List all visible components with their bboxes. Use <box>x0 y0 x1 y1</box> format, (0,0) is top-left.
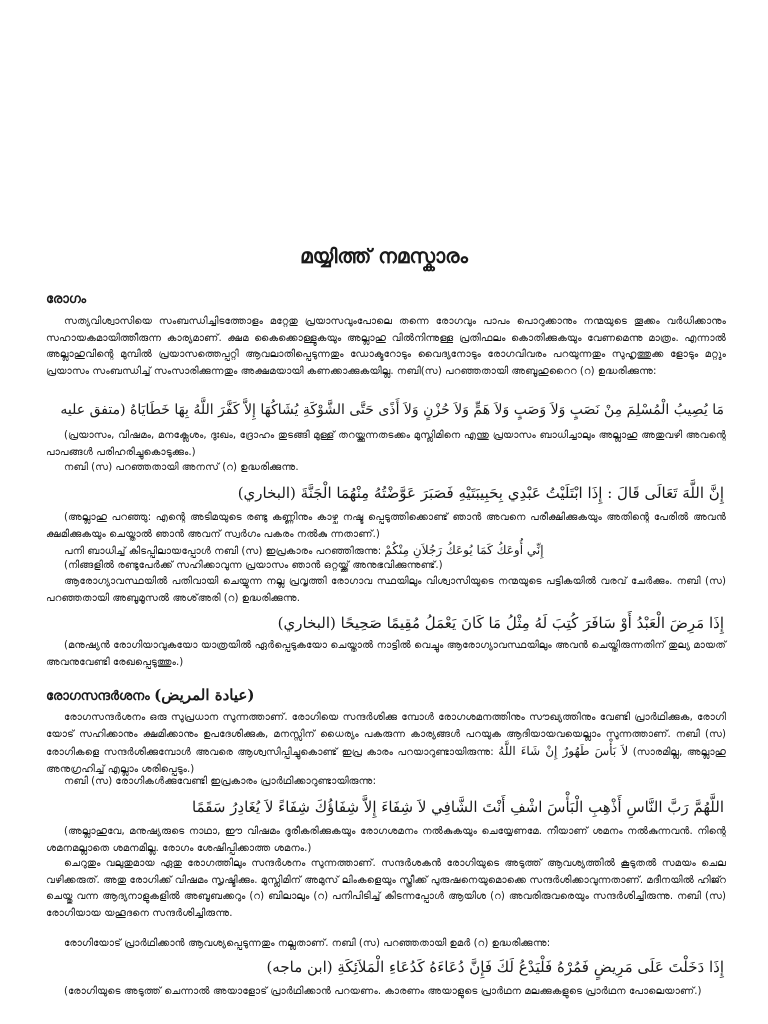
paragraph <box>46 774 726 791</box>
translation-text: (രോഗിയുടെ അടുത്ത് ചെന്നാൽ അയാളോട് പ്രാർഥിക്കാൻ പറയണം. കാരണം അയാളുടെ പ്രാർഥന മലക്കുകളുടെ പ്രാർഥന പോലെയാണ്.) <box>64 986 702 997</box>
paragraph-text: പനി ബാധിച്ച് കിടപ്പിലായപ്പോൾ നബി (സ) ഇപ്രകാരം പറഞ്ഞിരുന്നു: <box>64 546 382 557</box>
paragraph-text: സത്യവിശ്വാസിയെ സംബന്ധിച്ചിടത്തോളം മറ്റേതു പ്രയാസവുംപോലെ തന്നെ രോഗവും പാപം പൊറുക്കാനും നന്മയുടെ തൂക്കം വർധിക്കാനും സഹായകമായിത്തീരുന്ന കാര്യമാണ്. ക്ഷമ കൈക്കൊള്ളുകയും അല്ലാഹു വിൽനിന്നുള്ള പ്രതിഫലം കൊതിക്കുകയും വേണമെന്നു മാത്രം. എന്നാൽ അല്ലാഹുവിന്റെ മുമ്പിൽ പ്രയാസത്തെപ്പറ്റി ആവലാതിപ്പെടുന്നതും ഡോക്ടറോടും വൈദ്യനോടും രോഗവിവരം പറയുന്നതും സുഹൃത്തുക്ക ളോടും മറ്റും പ്രയാസം സംബന്ധിച്ച് സംസാരിക്കുന്നതും അക്ഷമയായി കണക്കാക്കുകയില്ല. നബി(സ) പറഞ്ഞതായി അബൂഹുറൈറ (റ) ഉദ്ധരിക്കുന്നു: <box>46 316 726 377</box>
translation-text: (അല്ലാഹു പറഞ്ഞു: എന്റെ അടിമയുടെ രണ്ടു കണ്ണിനും കാഴ്ച നഷ്ട പ്പെടുത്തിക്കൊണ്ട് ഞാൻ അവനെ പരീക്ഷിക്കുകയും അതിന്റെ പേരിൽ അവൻ ക്ഷമിക്കുകയും ചെയ്താൽ ഞാൻ അവന് സ്വർഗം പകരം നൽകു ന്നതാണ്.) <box>46 512 726 540</box>
translation-text: (പ്രയാസം, വിഷമം, മനക്ലേശം, ദുഃഖം, ദ്രോഹം തുടങ്ങി മുള്ള് തറയ്ക്കുന്നതടക്കം മുസ്ലിമിനെ എന്തു പ്രയാസം ബാധിച്ചാലും അല്ലാഹു അതുവഴി അവന്റെ പാപങ്ങൾ പരിഹരിച്ചുകൊടുക്കും.) <box>46 430 726 458</box>
paragraph-text: നബി (സ) പറഞ്ഞതായി അനസ് (റ) ഉദ്ധരിക്കുന്നു. <box>64 462 299 473</box>
arabic-hadith: إِذَا مَرِضَ الْعَبْدُ أَوْ سَافَرَ كُتِبَ لَهُ مِثْلُ مَا كَانَ يَعْمَلُ مُقِيمًا صَحِيحًا (البخاري) <box>277 614 724 632</box>
paragraph <box>46 460 726 477</box>
arabic-dua: اللَّهُمَّ رَبَّ النَّاسِ أَذْهِبِ الْبَأْسَ اشْفِ أَنْتَ الشَّافِي لاَ شِفَاءَ إِلاَّ شِفَاؤُكَ شِفَاءً لاَ يُغَادِرُ سَقَمًا <box>192 798 724 816</box>
translation-text: (നിങ്ങളിൽ രണ്ടുപേർക്ക് സഹിക്കാവുന്ന പ്രയാസം ഞാൻ ഒറ്റയ്ക്ക് അനുഭവിക്കുന്നുണ്ട്.) <box>64 560 443 571</box>
translation <box>46 824 726 857</box>
section-heading-text: രോഗസന്ദർശനം <box>46 689 150 704</box>
paragraph <box>46 574 726 607</box>
translation-text: (മനുഷ്യൻ രോഗിയാവുകയോ യാത്രയിൽ ഏർപ്പെടുകയോ ചെയ്താൽ നാട്ടിൽ വെച്ചും ആരോഗ്യാവസ്ഥയിലും അവൻ ചെയ്തിരുന്നതിന് തുല്യ മായത് അവനുവേണ്ടി രേഖപ്പെടുത്തും.) <box>46 640 726 668</box>
paragraph-text: ആരോഗ്യാവസ്ഥയിൽ പതിവായി ചെയ്യുന്ന നല്ല പ്രവൃത്തി രോഗാവ സ്ഥയിലും വിശ്വാസിയുടെ നന്മയുടെ പട്ടികയിൽ വരവ് ചേർക്കും. നബി (സ) പറഞ്ഞതായി അബൂമൂസൽ അശ്അരി (റ) ഉദ്ധരിക്കുന്നു. <box>46 576 726 604</box>
section-heading-disease: രോഗം <box>46 292 87 307</box>
arabic-inline: إِنِّي أُوعَكُ كَمَا يُوعَكُ رَجُلاَنِ مِنْكُمْ <box>384 543 544 557</box>
translation <box>46 558 726 575</box>
paragraph-text: നബി (സ) രോഗികൾക്കുവേണ്ടി ഇപ്രകാരം പ്രാർഥിക്കാറുണ്ടായിരുന്നു: <box>64 776 376 787</box>
paragraph-text: രോഗസന്ദർശനം ഒരു സുപ്രധാന സുന്നത്താണ്. രോഗിയെ സന്ദർശിക്കു മ്പോൾ രോഗശമനത്തിനും സൗഖ്യത്തിനും വേണ്ടി പ്രാർഥിക്കുക, രോഗി യോട് സഹിക്കാനും ക്ഷമിക്കാനും ഉപദേശിക്കുക, മനസ്സിന് ധൈര്യം പകരുന്ന കാര്യങ്ങൾ പറയുക ആദിയായവയെല്ലാം സുന്നത്താണ്. നബി (സ) രോഗികളെ സന്ദർശിക്കുമ്പോൾ അവരെ ആശ്വസിപ്പിച്ചുകൊണ്ട് ഇപ്ര കാരം പറയാറുണ്ടായിരുന്നു: <box>46 712 726 759</box>
paragraph <box>46 710 726 778</box>
translation-text: (അല്ലാഹുവേ, മനുഷ്യരുടെ നാഥാ, ഈ വിഷമം ദൂരീകരിക്കുകയും രോഗശമനം നൽകുകയും ചെയ്യേണമേ. നീയാണ് ശമനം നൽകുന്നവൻ. നിന്റെ ശമനമല്ലാതെ ശമനമില്ല. രോഗം ശേഷിപ്പിക്കാത്ത ശമനം.) <box>46 826 726 854</box>
arabic-inline: لاَ بَأْسَ طَهُورٌ إِنْ شَاءَ اللَّهُ <box>498 744 629 759</box>
paragraph <box>46 936 726 953</box>
translation <box>46 638 726 671</box>
translation <box>46 428 726 461</box>
arabic-hadith: إِنَّ اللَّهَ تَعَالَى قَالَ : إِذَا ابْتَلَيْتُ عَبْدِي بِحَبِيبَتَيْهِ فَصَبَرَ عَوَّضْتُهُ مِنْهُمَا الْجَنَّةَ (البخاري) <box>237 484 724 502</box>
paragraph <box>46 856 726 922</box>
paragraph-text: രോഗിയോട് പ്രാർഥിക്കാൻ ആവശ്യപ്പെടുന്നതും നല്ലതാണ്. നബി (സ) പറഞ്ഞതായി ഉമർ (റ) ഉദ്ധരിക്കുന്നു: <box>64 938 551 949</box>
page-title: മയ്യിത്ത് നമസ്കാരം <box>300 244 468 268</box>
section-heading-arabic: (عيادة المريض) <box>154 686 255 704</box>
translation <box>46 984 726 1001</box>
arabic-hadith: مَا يُصِيبُ الْمُسْلِمَ مِنْ نَصَبٍ وَلاَ وَصَبٍ وَلاَ هَمٍّ وَلاَ حُزْنٍ وَلاَ أَذًى حَتَّى الشَّوْكَةِ يُشَاكُهَا إِلاَّ كَفَّرَ اللَّهُ بِهَا خَطَايَاهُ (متفق عليه <box>60 402 724 418</box>
paragraph-text: ചെറുതും വലുതുമായ ഏതു രോഗത്തിലും സന്ദർശനം സുന്നത്താണ്. സന്ദർശകൻ രോഗിയുടെ അടുത്ത് ആവശ്യത്തിൽ കൂടുതൽ സമയം ചെല വഴിക്കരുത്. അതു രോഗിക്ക് വിഷമം സൃഷ്ടിക്കും. മുസ്ലിമിന് അമുസ് ലിംകളെയും സ്ത്രീക്ക് പുരുഷനെയുമൊക്കെ സന്ദർശിക്കാവുന്നതാണ്. മദീനയിൽ ഹിജ്റ ചെയ്തു വന്ന ആദ്യനാളുകളിൽ അബൂബക്കറും (റ) ബിലാലും (റ) പനിപിടിച്ച് കിടന്നപ്പോൾ ആയിശ (റ) അവരിരുവരെയും സന്ദർശിച്ചിരുന്നു. നബി (സ) രോഗിയായ യഹൂദനെ സന്ദർശിച്ചിരുന്നു. <box>46 858 726 919</box>
translation <box>46 510 726 543</box>
arabic-hadith: إِذَا دَخَلْتَ عَلَى مَرِيضٍ فَمُرْهُ فَلْيَدْعُ لَكَ فَإِنَّ دُعَاءَهُ كَدُعَاءِ الْمَلاَئِكَةِ (ابن ماجه) <box>266 958 724 976</box>
paragraph-text: (സാരമില്ല, അല്ലാഹു അനുഗ്രഹിച്ച് എല്ലാം ശരിപ്പെടും.) <box>46 747 726 775</box>
section-heading-visiting-sick <box>46 686 254 704</box>
paragraph <box>46 314 726 380</box>
